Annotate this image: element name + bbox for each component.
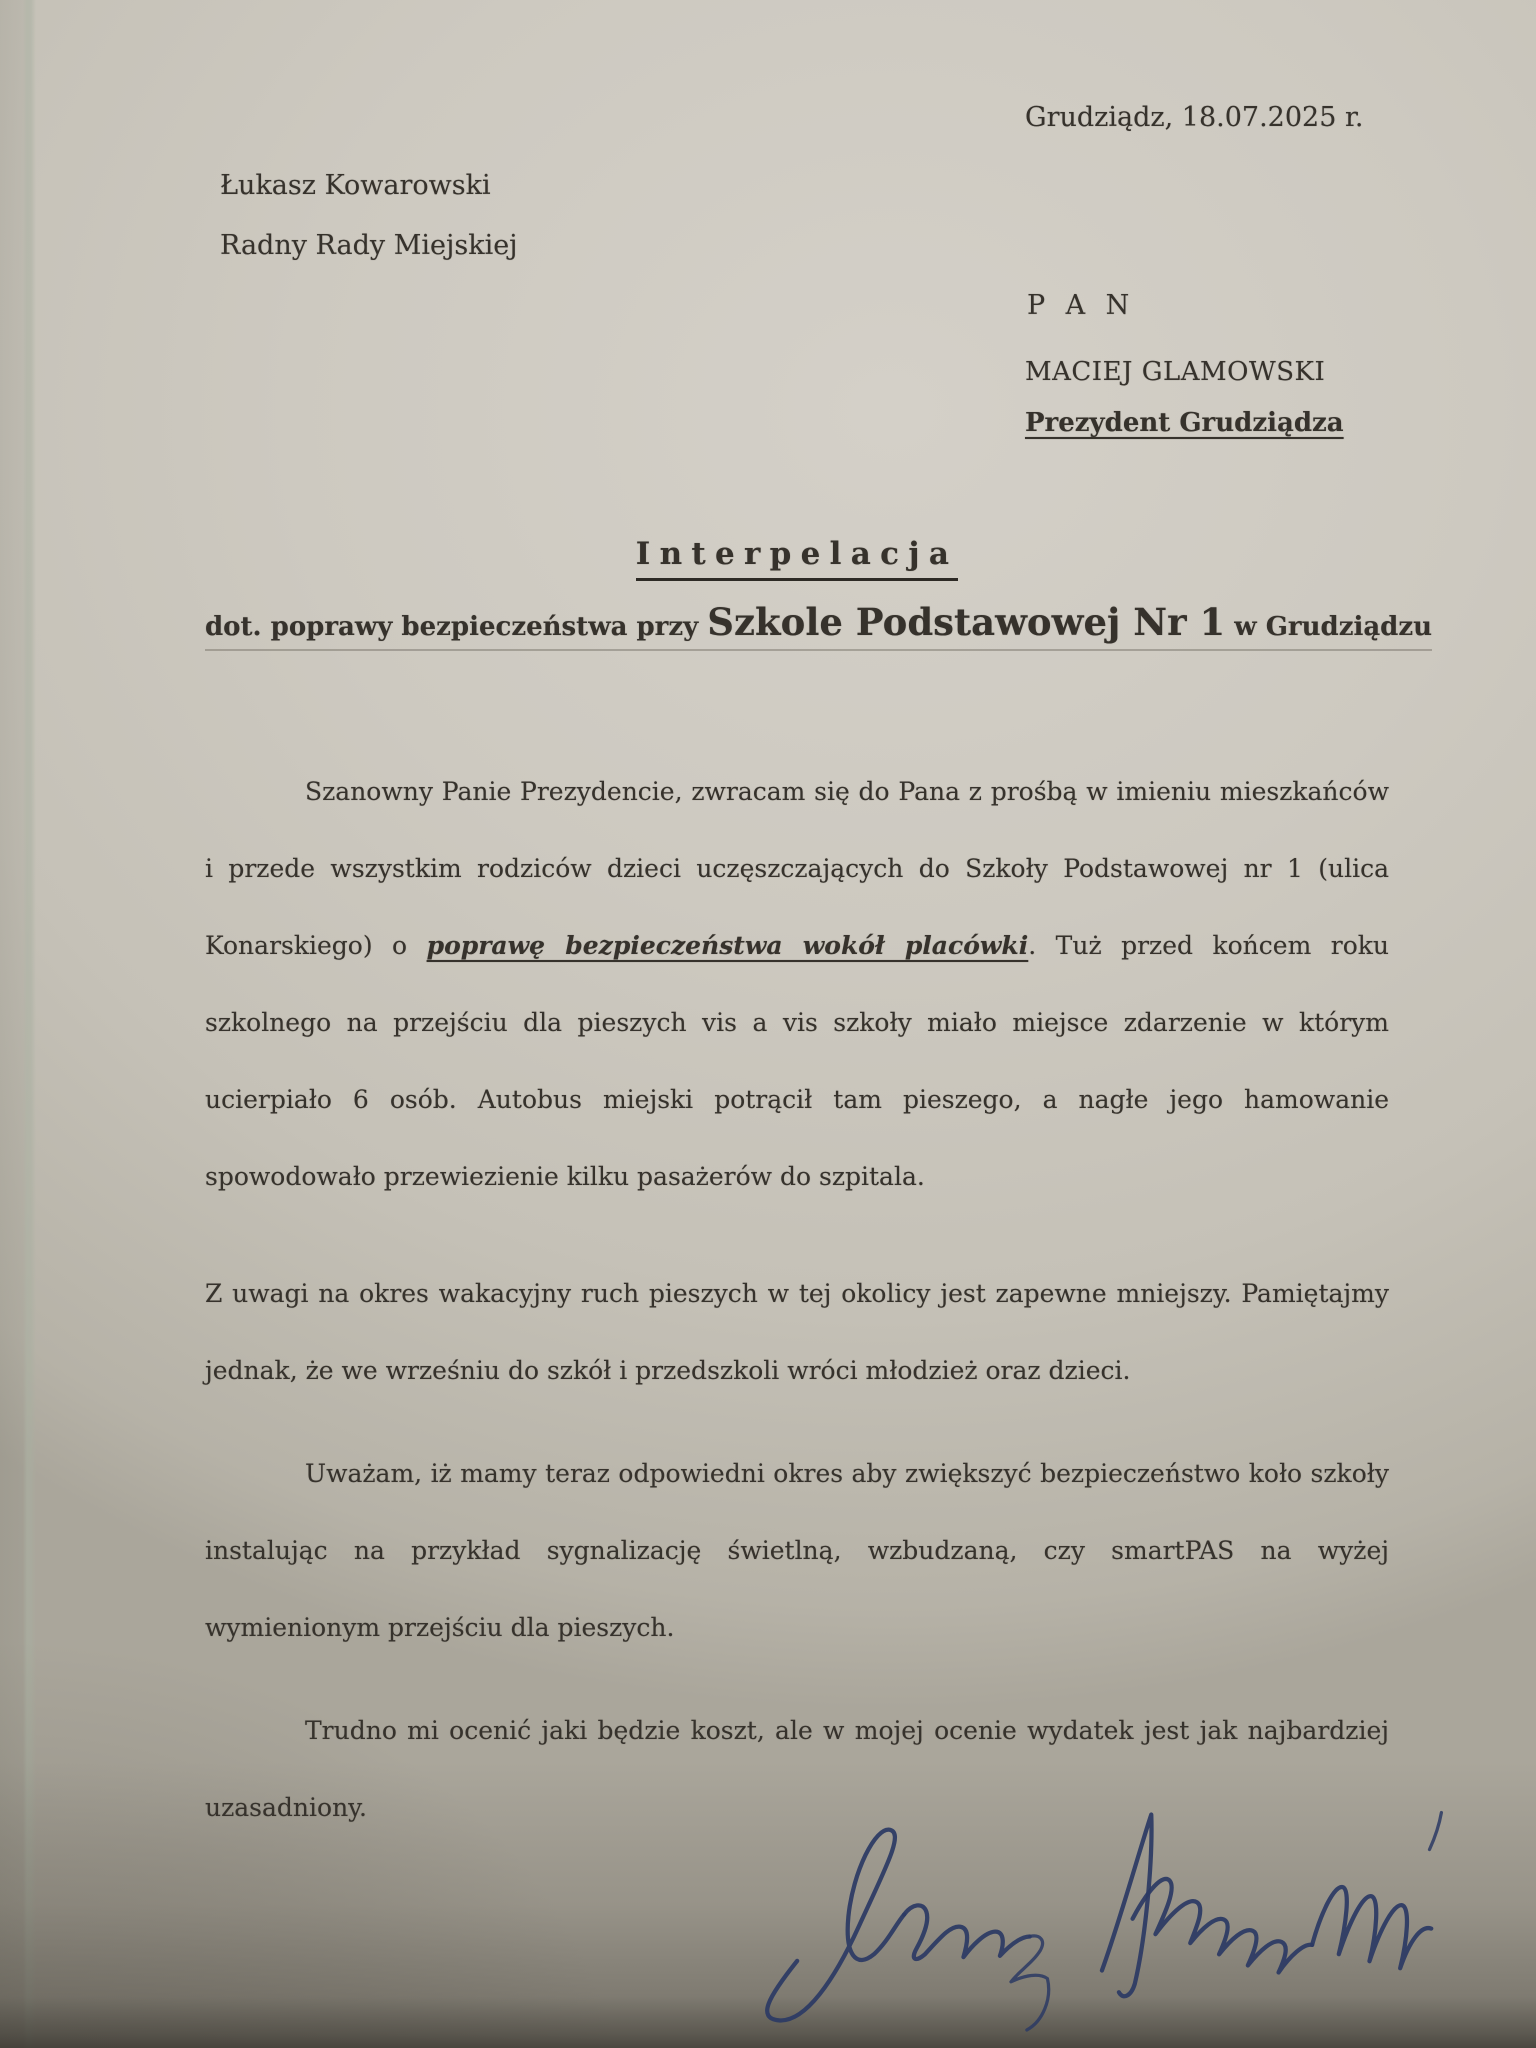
body-line: i przede wszystkim rodziców dzieci uczęszczających do Szkoły Podstawowej nr 1 (ulica [205, 854, 1389, 883]
subject-suffix: w Grudziądzu [1225, 612, 1433, 642]
subject-prefix: dot. poprawy bezpieczeństwa przy [205, 612, 708, 642]
body-line: Z uwagi na okres wakacyjny ruch pieszych w tej okolicy jest zapewne mniejszy. Pamiętajmy [205, 1279, 1389, 1308]
sender-title: Radny Rady Miejskiej [220, 230, 518, 261]
subject-emphasis: Szkole Podstawowej Nr 1 [707, 600, 1226, 644]
recipient-salutation: P A N [1027, 290, 1136, 321]
body-line: Szanowny Panie Prezydencie, zwracam się do Pana z prośbą w imieniu mieszkańców [305, 777, 1389, 806]
paragraph-1 [205, 753, 1389, 1215]
body-line-segment: . Tuż przed końcem roku [1028, 931, 1390, 960]
handwritten-signature [731, 1783, 1459, 2048]
letter-subject [205, 600, 1433, 651]
body-line [205, 907, 1389, 984]
date-line: Grudziądz, 18.07.2025 r. [1025, 102, 1364, 133]
signature-ink-strokes [731, 1783, 1459, 2048]
letter-title [205, 536, 1389, 572]
body-line: spowodowało przewiezienie kilku pasażerów do szpitala. [205, 1162, 925, 1191]
paragraph-2 [205, 1255, 1389, 1409]
sender-name: Łukasz Kowarowski [220, 170, 491, 201]
recipient-name: MACIEJ GLAMOWSKI [1025, 357, 1326, 387]
recipient-title: Prezydent Grudziądza [1025, 408, 1344, 438]
letter-title-text: Interpelacja [636, 536, 958, 581]
emphasized-phrase: poprawę bezpieczeństwa wokół placówki [426, 931, 1029, 960]
letter-subject-line [205, 600, 1432, 651]
body-line: ucierpiało 6 osób. Autobus miejski potrącił tam pieszego, a nagłe jego hamowanie [205, 1085, 1389, 1114]
body-line: wymienionym przejściu dla pieszych. [205, 1613, 675, 1642]
body-line: Uważam, iż mamy teraz odpowiedni okres aby zwiększyć bezpieczeństwo koło szkoły [305, 1459, 1389, 1488]
body-line: uzasadniony. [205, 1793, 367, 1822]
body-line-segment: Konarskiego) o [205, 931, 427, 960]
body-line: Trudno mi ocenić jaki będzie koszt, ale w mojej ocenie wydatek jest jak najbardziej [305, 1716, 1389, 1745]
paragraph-3 [205, 1435, 1389, 1666]
body-line: szkolnego na przejściu dla pieszych vis a vis szkoły miało miejsce zdarzenie w którym [205, 1008, 1389, 1037]
body-line: jednak, że we wrześniu do szkół i przedszkoli wróci młodzież oraz dzieci. [205, 1356, 1131, 1385]
body-line: instalując na przykład sygnalizację świetlną, wzbudzaną, czy smartPAS na wyżej [205, 1536, 1389, 1565]
